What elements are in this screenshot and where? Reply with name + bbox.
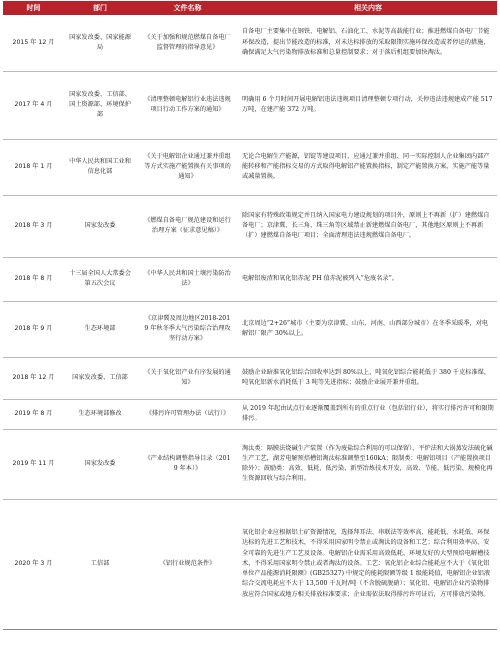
- cell-time: 2018 年 9 月: [3, 301, 64, 357]
- cell-file-name: 《关于氧化铝产业有序发展的通知》: [136, 357, 239, 399]
- cell-file-name: 《关于电解铝企业通过兼并重组等方式实施产能置换有关事项的通知》: [136, 139, 239, 195]
- cell-department: 国家发改委、工信部: [64, 357, 136, 399]
- policy-table: [3, 1, 497, 630]
- cell-time: 2020 年 3 月: [3, 499, 64, 629]
- cell-content: 自备电厂主要集中在钢铁、电解铝、石油化工、水泥等高载能行业；推进燃煤自备电厂节能环保改造，提出节能改造的标准，对未达标排放的采取限期实施环保改造或者停运的措施，确保满足大气污染物排放标准和总量控制要求；对于落后机组要加快淘汰。: [239, 15, 497, 71]
- cell-department: 国家发改委: [64, 195, 136, 257]
- table-row: [3, 399, 497, 429]
- cell-content: 北京周边“2+26”城市（主要为京津冀、山东、河南、山西部分城市）在冬季采暖季，对电解铝厂限产 30%以上。: [239, 301, 497, 357]
- table-row: [3, 139, 497, 195]
- cell-time: 2018 年 8 月: [3, 257, 64, 301]
- cell-file-name: 《中华人民共和国土壤污染防治法》: [136, 257, 239, 301]
- cell-time: 2019 年 11 月: [3, 429, 64, 499]
- table-row: [3, 257, 497, 301]
- cell-department: 国家发改委、国家能源局: [64, 15, 136, 71]
- table-row: [3, 429, 497, 499]
- cell-time: 2018 年 3 月: [3, 195, 64, 257]
- cell-department: 国家发改委、工信部、国土资源部、环境保护部: [64, 71, 136, 139]
- cell-department: 十三届全国人大常委会第五次会议: [64, 257, 136, 301]
- header-content: 相关内容: [239, 1, 497, 15]
- table-row: [3, 301, 497, 357]
- cell-department: 生态环境部修改: [64, 399, 136, 429]
- cell-time: 2019 年 8 月: [3, 399, 64, 429]
- cell-time: 2017 年 4 月: [3, 71, 64, 139]
- cell-content: 淘汰类：隔膜法烧碱生产装置（作为废盐综合利用的可以保留），平炉法和大锅蒸发法硫化碱生产工艺，湖芳电解预焙槽铝淘汰标准调整至160kA；限制类：电解铝项目（产能置换项目除外）；鼓励类：高效、低耗、低污染、新型冶炼技术开发，高效、节能、低污染、规模化再生资源回收与综合利用。: [239, 429, 497, 499]
- cell-content: 明确用 6 个月时间开展电解铝违法违规项目清理整顿专项行动，关停违法违规建成产能 517 万吨，在建产能 372 万吨。: [239, 71, 497, 139]
- table-header-row: [3, 1, 497, 15]
- cell-file-name: 《排污许可管理办法（试行）》: [136, 399, 239, 429]
- table-row: [3, 357, 497, 399]
- cell-department: 中华人民共和国工业和信息化部: [64, 139, 136, 195]
- cell-content: 电解铝废渣和氧化铝赤泥 PH 值赤泥被列入“危废名录”。: [239, 257, 497, 301]
- cell-time: 2018 年 1 月: [3, 139, 64, 195]
- header-department: 部门: [64, 1, 136, 15]
- cell-content: 氧化铝企业应根据铝土矿资源情况，选择拜耳法、串联法等效率高、能耗低、水耗低、环保达标的先进工艺和技术，不得采用国家明令禁止或淘汰的设备和工艺；综合利用效率高、安全可靠的先进生产工艺及设备。电解铝企业需采用高效低耗、环境友好的大型预焙电解槽技术，不得采用国家明令禁止或者淘汰的设备。工艺：氧化铝企业综合能耗应不大于《氧化铝单位产品能源消耗限额》(GB25327) 中规定的能耗限额等级 1 级能耗值，电解铝企业铝液综合交流电耗应不大于 13,500 千瓦时/吨（不含脱硫脱硝）；氧化铝、电解铝企业污染物排放应符合国家或地方相关排放标准要求；企业需依法取得排污许可证后，方可排放污染物。: [239, 499, 497, 629]
- table-row: [3, 195, 497, 257]
- cell-file-name: 《关于加强和规范燃煤自备电厂监督管理的指导意见》: [136, 15, 239, 71]
- cell-department: 工信部: [64, 499, 136, 629]
- table-row: [3, 499, 497, 629]
- cell-time: 2018 年 12 月: [3, 357, 64, 399]
- cell-time: 2015 年 12 月: [3, 15, 64, 71]
- cell-file-name: 《产业结构调整指导目录（2019 年本）》: [136, 429, 239, 499]
- cell-file-name: 《燃煤自备电厂规范建设和运行治理方案（征求意见稿）》: [136, 195, 239, 257]
- cell-file-name: 《清理整顿电解铝行业违法违规项目行动工作方案的通知》: [136, 71, 239, 139]
- header-time: 时间: [3, 1, 64, 15]
- table-row: [3, 15, 497, 71]
- cell-file-name: 《京津冀及周边地区2018-2019 年秋冬季大气污染综合治理攻坚行动方案》: [136, 301, 239, 357]
- cell-file-name: 《铝行业规范条件》: [136, 499, 239, 629]
- table-row: [3, 71, 497, 139]
- cell-department: 生态环境部: [64, 301, 136, 357]
- cell-department: 国家发改委: [64, 429, 136, 499]
- cell-content: 除国家有特殊政策规定并且纳入国家电力建设规划的项目外，原则上不再新（扩）建燃煤自备电厂；京津冀、长三角、珠三角等区域禁止新建燃煤自备电厂，其他地区原则上不再新（扩）建燃煤自备电厂项目；全面清理违法违规燃煤自备电厂。: [239, 195, 497, 257]
- cell-content: 无论合电解生产能源，铝锭等建设项目，应通过兼并重组、同一实际控制人企业集团内部产能转移和产能指标交易的方式取得电解铝产能置换指标，制定产能置换方案，实施产能等量或减量置换。: [239, 139, 497, 195]
- header-file-name: 文件名称: [136, 1, 239, 15]
- cell-content: 鼓励企业暗淮氧化铝综合回收率达到 80%以上，吨氧化铝综合能耗低于 380 千克标准煤，吨氧化铝新水消耗低于 3 吨等先进指标；鼓励企业展开兼并重组。: [239, 357, 497, 399]
- cell-content: 从 2019 年起由试点行业逐渐覆盖到所有的重点行业（包括铝行业），将实行排污许可和限期排污。: [239, 399, 497, 429]
